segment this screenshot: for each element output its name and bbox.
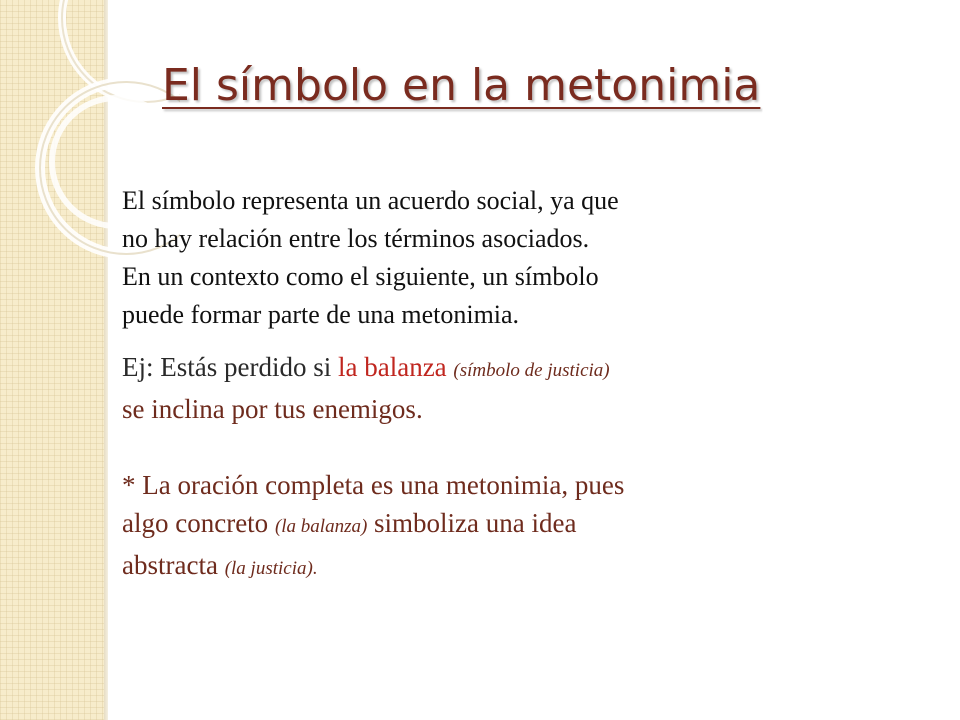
explanation-note bbox=[122, 466, 742, 588]
note-text: abstracta bbox=[122, 550, 225, 580]
slide-title: El símbolo en la metonimia bbox=[162, 60, 761, 111]
note-line-2 bbox=[122, 504, 742, 546]
example-highlight: la balanza bbox=[337, 352, 447, 382]
example-block bbox=[122, 348, 742, 428]
example-line-1 bbox=[122, 348, 742, 390]
example-line-2: se inclina por tus enemigos. bbox=[122, 394, 423, 424]
note-line-3 bbox=[122, 546, 742, 588]
note-line-1: * La oración completa es una metonimia, pues bbox=[122, 470, 625, 500]
note-text: simboliza una idea bbox=[367, 508, 577, 538]
paragraph-line: El símbolo representa un acuerdo social, ya que bbox=[122, 186, 619, 215]
example-aside: (símbolo de justicia) bbox=[453, 360, 610, 381]
note-aside-1: (la balanza) bbox=[274, 516, 368, 537]
example-prefix: Ej: Estás perdido si bbox=[122, 352, 338, 382]
note-text: algo concreto bbox=[122, 508, 275, 538]
paragraph-line: En un contexto como el siguiente, un símbolo bbox=[122, 262, 599, 291]
note-aside-2: (la justicia). bbox=[224, 558, 318, 579]
body-paragraph bbox=[122, 182, 742, 334]
paragraph-line: no hay relación entre los términos asociados. bbox=[122, 224, 590, 253]
paragraph-line: puede formar parte de una metonimia. bbox=[122, 300, 520, 329]
